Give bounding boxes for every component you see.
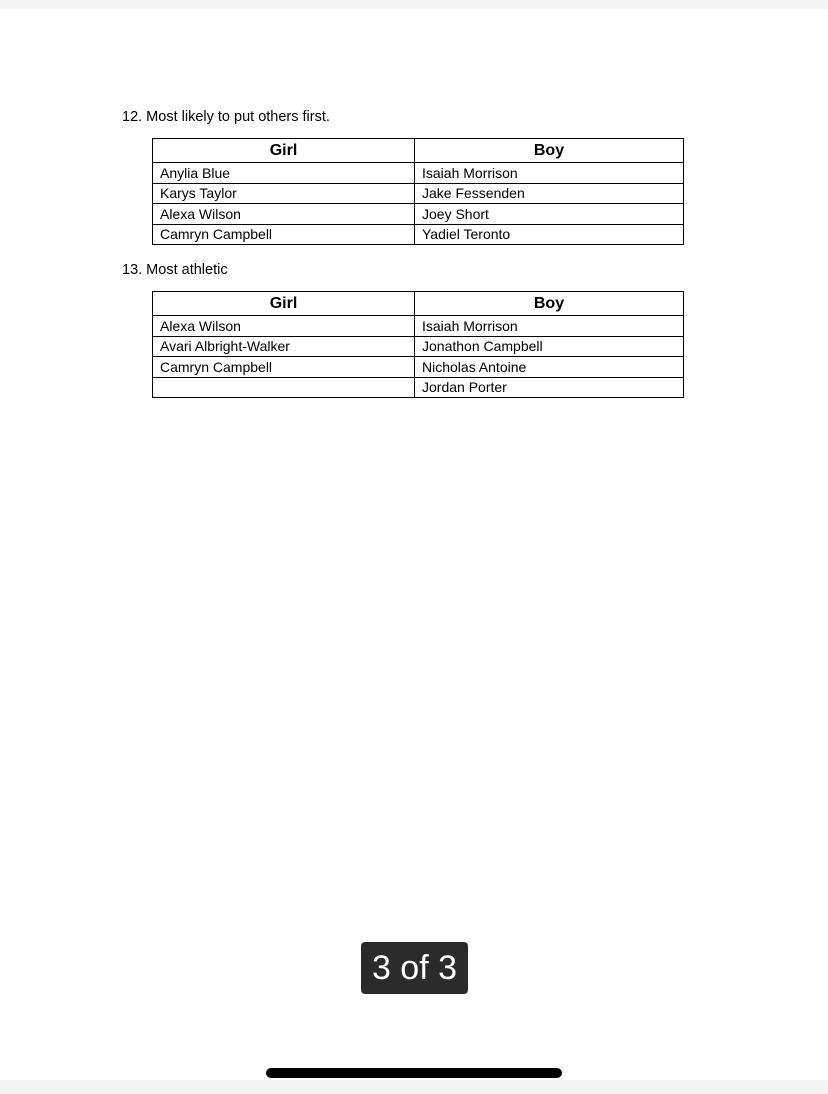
table-row <box>153 336 684 357</box>
table-row <box>153 183 684 204</box>
boy-name-cell: Nicholas Antoine <box>415 357 684 378</box>
boy-name-cell: Jake Fessenden <box>415 183 684 204</box>
girl-name-cell <box>153 377 415 398</box>
document-page[interactable] <box>0 9 828 1080</box>
question-13-heading: 13. Most athletic <box>122 262 228 278</box>
table-row <box>153 377 684 398</box>
question-13-table <box>152 291 684 398</box>
girl-name-cell: Avari Albright-Walker <box>153 336 415 357</box>
boy-column-header: Boy <box>415 292 684 316</box>
table-row <box>153 224 684 245</box>
boy-name-cell: Joey Short <box>415 204 684 225</box>
page-indicator: 3 of 3 <box>361 942 468 994</box>
question-12-heading: 12. Most likely to put others first. <box>122 109 330 125</box>
boy-name-cell: Yadiel Teronto <box>415 224 684 245</box>
table-row <box>153 163 684 184</box>
boy-name-cell: Jordan Porter <box>415 377 684 398</box>
girl-column-header: Girl <box>153 139 415 163</box>
girl-name-cell: Anylia Blue <box>153 163 415 184</box>
table-row <box>153 316 684 337</box>
boy-column-header: Boy <box>415 139 684 163</box>
question-12-table <box>152 138 684 245</box>
table-row <box>153 357 684 378</box>
table-header-row <box>153 139 684 163</box>
home-indicator-bar[interactable] <box>266 1068 562 1078</box>
table-header-row <box>153 292 684 316</box>
girl-name-cell: Alexa Wilson <box>153 316 415 337</box>
boy-name-cell: Isaiah Morrison <box>415 316 684 337</box>
girl-name-cell: Camryn Campbell <box>153 224 415 245</box>
girl-name-cell: Karys Taylor <box>153 183 415 204</box>
girl-name-cell: Camryn Campbell <box>153 357 415 378</box>
boy-name-cell: Jonathon Campbell <box>415 336 684 357</box>
table-row <box>153 204 684 225</box>
girl-name-cell: Alexa Wilson <box>153 204 415 225</box>
girl-column-header: Girl <box>153 292 415 316</box>
boy-name-cell: Isaiah Morrison <box>415 163 684 184</box>
